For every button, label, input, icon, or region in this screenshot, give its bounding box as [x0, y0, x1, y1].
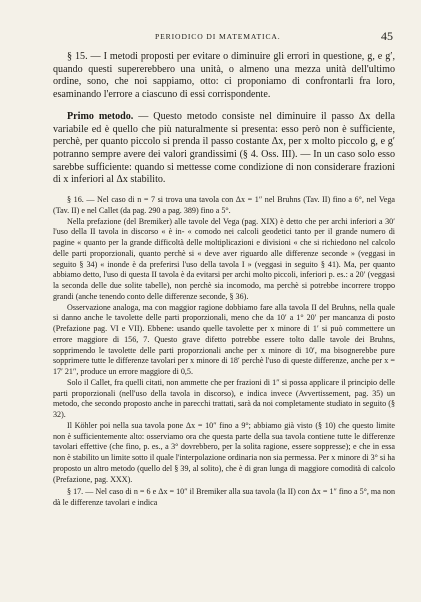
body-text	[53, 51, 395, 509]
paragraph-callet: Solo il Callet, fra quelli citati, non ammette che per frazioni di 1″ si possa applicare il principio delle parti proporzionali (nell'uso della tavola in discorso), e indica invece (Avvertissement, pag. 35) un metodo, che secondo proposto anche in parecchi trattati, sarà da noi completamente studiato in seguito (§ 32).	[53, 377, 395, 420]
primo-metodo-text: — Questo metodo consiste nel diminuire il passo Δx della variabile ed è quello che più naturalmente si presenta: esso però non è sufficiente, perchè, per quanto piccolo si prenda il passo costante Δx, per x molto piccolo g, e g′ potranno sempre avere dei valori grandissimi (§ 4. Oss. III). — In un caso solo esso sarebbe sufficiente: quando si mettesse come condizione di non considerare frazioni di x inferiori al Δx stabilito.	[53, 110, 395, 186]
running-head: PERIODICO DI MATEMATICA.	[155, 32, 281, 41]
section-15	[53, 51, 395, 102]
paragraph-kohler: Il Köhler poi nella sua tavola pone Δx = 10″ fino a 9°; abbiamo già visto (§ 10) che questo limite non è sufficientemente alto: osserviamo ora che questa parte della sua tavola contiene tutte le differenze tavolari effettive (che fino, p. es., a 3° dovrebbero, per la solita ragione, essere soppresse); e che in essa non è stabilito un limite sotto il quale l'interpolazione ordinaria non sia permessa. Per x minore di 3° si ha proposto un altro metodo (quello del § 39, al solito), che è di gran lunga di maggiore comodità di calcolo (Prefazione, pag. XXX).	[53, 420, 395, 484]
paragraph-prefazione-vega: Nella prefazione (del Bremiker) alle tavole del Vega (pag. XIX) è detto che per archi inferiori a 30′ l'uso della II tavola in discorso « è in- « comodo nei calcoli geodetici tanto per il grande numero di pagine « quanto per la grande difficoltà delle moltiplicazioni e divisioni « che si richiedono nel calcolo delle parti proporzionali, quanto perchè si « deve aver riguardo alle differenze seconde » (veggasi in seguito § 34) « inonde è da preferirsi l'uso della tavola I » (veggasi in seguito § 41). Ma, per quanto abbiamo detto, l'uso di questa II tavola è da evitarsi per archi molto piccoli, inferiori p. es.: a 20′ (veggasi la seconda delle due solite tabelle), non perchè sia incomodo, ma perchè si potrebbe incorrere troppo grandi (anche tenendo conto delle differenze seconde, § 36).	[53, 216, 395, 301]
paragraph-section-17: § 17. — Nel caso di n = 6 e Δx = 10″ il Bremiker alla sua tavola (la II) con Δx = 1″ fino a 5°, ma non dà le differenze tavolari e indica	[53, 487, 395, 508]
paragraph-osservazione-bruhns: Osservazione analoga, ma con maggior ragione dobbiamo fare alla tavola II del Bruhns, nella quale si danno anche le tavolette delle parti proporzionali, meno che da 10′ a 1° 20′ per mancanza di posto (Prefazione pag. VI e VII). Ebbene: usando quelle tavolette per x minore di 1′ si può commettere un errore maggiore di 156, 7. Questo grave difetto potrebbe essere tolto dalle tavole dei Bruhns, sopprimendo le tavolette delle parti proporzionali anche per x minore di 10′, ma bisognerebbe pure sopprimere tutte le differenze tavolari per x minore di 18′ perchè l'uso di queste differenze, anche per x = 17′ 21″, produce un errore maggiore di 0,5.	[53, 302, 395, 377]
paragraph-primo-metodo	[53, 111, 395, 187]
page-number: 45	[381, 29, 393, 43]
page-header	[53, 30, 395, 46]
paragraph-section-15: § 15. — I metodi proposti per evitare o diminuire gli errori in questione, g, e g′, quando questi supererebbero una unità, o almeno una mezza unità dell'ultimo ordine, sono, che noi sappiamo, otto: ci proponiamo di confrontarli fra loro, esaminando l'errore a ciascuno di essi corrispondente.	[53, 51, 395, 101]
primo-metodo	[53, 111, 395, 187]
paragraph-section-16: § 16. — Nel caso di n = 7 si trova una tavola con Δx = 1″ nel Bruhns (Tav. II) fino a 6°, nel Vega (Tav. II) e nel Callet (da pag. 290 a pag. 389) fino a 5°.	[53, 195, 395, 215]
primo-metodo-heading: Primo metodo.	[67, 110, 134, 122]
section-16	[53, 195, 395, 509]
